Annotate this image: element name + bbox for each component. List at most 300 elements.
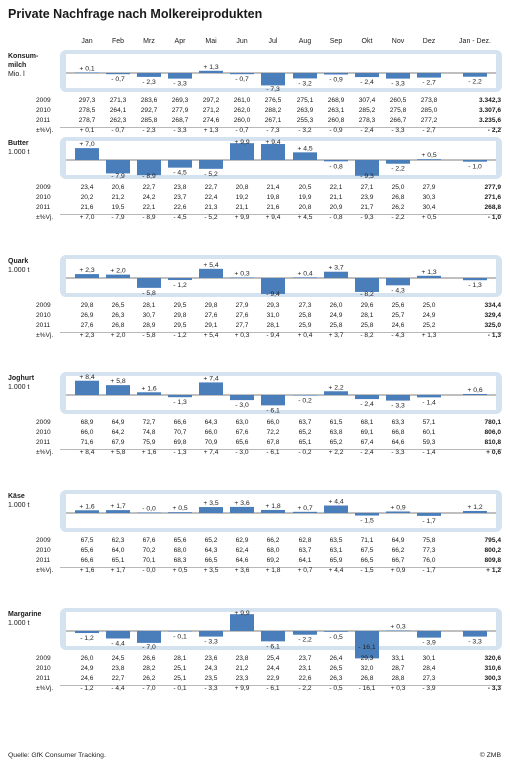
table-cell: 29,8 bbox=[204, 302, 218, 309]
table-cell: + 1,3 bbox=[203, 127, 219, 134]
table-cell: - 4,4 bbox=[111, 685, 125, 692]
table-cell: 274,6 bbox=[202, 117, 220, 124]
table-cell: + 5,4 bbox=[203, 332, 219, 339]
table-cell: 21,2 bbox=[111, 194, 125, 201]
table-cell: 23,9 bbox=[360, 194, 374, 201]
table-cell: 65,6 bbox=[80, 547, 94, 554]
table-cell: - 9,4 bbox=[266, 332, 280, 339]
table-cell: 25,9 bbox=[298, 322, 312, 329]
bar-label-Mai: + 5,4 bbox=[203, 261, 219, 269]
bar-label-Feb: - 0,7 bbox=[111, 76, 125, 84]
table-cell: 30,1 bbox=[422, 655, 436, 662]
bar-Sep bbox=[324, 272, 348, 278]
bar-Nov bbox=[386, 511, 410, 513]
table-cell: 32,0 bbox=[360, 665, 374, 672]
table-cell: 64,3 bbox=[204, 547, 218, 554]
table-cell: 70,9 bbox=[204, 439, 218, 446]
table-cell: 288,2 bbox=[264, 107, 282, 114]
bar-Dez bbox=[417, 513, 441, 516]
bar-label-Okt: - 2,4 bbox=[360, 79, 374, 87]
bar-label-Apr: - 1,2 bbox=[173, 282, 187, 290]
table-cell: 66,0 bbox=[266, 419, 280, 426]
bar-Jul bbox=[261, 73, 285, 85]
bar-Jan - Dez. bbox=[463, 278, 487, 280]
bar-label-Jan: + 1,6 bbox=[79, 503, 95, 511]
copyright-note: © ZMB bbox=[479, 752, 501, 759]
product-unit: 1.000 t bbox=[8, 149, 30, 156]
bar-label-Mrz: - 7,0 bbox=[142, 644, 156, 651]
month-header-6: Jul bbox=[268, 38, 278, 45]
bar-label-Feb: + 2,0 bbox=[110, 267, 126, 275]
bar-panel bbox=[60, 50, 502, 92]
product-name: Butter bbox=[8, 140, 29, 147]
bar-chart-svg bbox=[60, 372, 502, 414]
table-cell: + 0,7 bbox=[297, 567, 313, 574]
bar-label-Jan: + 7,0 bbox=[79, 141, 95, 149]
bar-label-Jul: + 1,8 bbox=[265, 502, 281, 510]
product-label bbox=[8, 52, 56, 79]
row-label: 2009 bbox=[36, 302, 51, 309]
table-cell: - 3,3 bbox=[204, 685, 218, 692]
bar-label-Sep: + 4,4 bbox=[328, 498, 344, 506]
bar-label-Okt: - 9,3 bbox=[360, 173, 374, 180]
table-cell: 285,2 bbox=[358, 107, 376, 114]
bar-Jan bbox=[75, 631, 99, 633]
table-cell: 28,1 bbox=[173, 655, 187, 662]
table-cell: 22,6 bbox=[173, 204, 187, 211]
table-cell: 273,8 bbox=[420, 97, 438, 104]
row-label: 2009 bbox=[36, 419, 51, 426]
table-cell: 20,2 bbox=[80, 194, 94, 201]
table-cell: 24,9 bbox=[80, 665, 94, 672]
table-cell: - 7,3 bbox=[266, 127, 280, 134]
table-cell: 25,1 bbox=[173, 665, 187, 672]
table-cell: 25,4 bbox=[266, 655, 280, 662]
table-cell: 29,3 bbox=[360, 655, 374, 662]
table-cell: 70,2 bbox=[142, 547, 156, 554]
bar-panel bbox=[60, 255, 502, 297]
table-cell: 64,9 bbox=[111, 419, 125, 426]
bar-Aug bbox=[293, 395, 317, 396]
bar-Jul bbox=[261, 144, 285, 160]
bar-label-Mrz: - 5,8 bbox=[142, 289, 156, 297]
table-cell: 260,5 bbox=[389, 97, 407, 104]
bar-label-Aug: - 0,2 bbox=[298, 397, 312, 405]
table-cell: 27,6 bbox=[235, 312, 249, 319]
bar-label-Jun: - 0,7 bbox=[235, 76, 249, 84]
bar-Aug bbox=[293, 512, 317, 513]
month-header-11: Dez bbox=[422, 38, 436, 45]
table-cell: 28,7 bbox=[391, 665, 405, 672]
table-cell: 28,2 bbox=[142, 665, 156, 672]
table-cell: 22,9 bbox=[266, 675, 280, 682]
table-cell: + 0,3 bbox=[390, 685, 406, 692]
table-cell: 262,0 bbox=[233, 107, 251, 114]
bar-label-Jan - Dez.: + 1,2 bbox=[467, 503, 483, 511]
table-cell: + 8,4 bbox=[79, 449, 95, 456]
bar-Jun bbox=[230, 507, 254, 513]
table-cell: 63,7 bbox=[298, 419, 312, 426]
table-cell: 30,3 bbox=[422, 194, 436, 201]
table-cell: + 0,3 bbox=[234, 332, 250, 339]
table-cell: 24,9 bbox=[422, 312, 436, 319]
table-cell: 3.342,3 bbox=[479, 97, 501, 104]
table-cell: 20,5 bbox=[298, 184, 312, 191]
table-cell: 66,6 bbox=[173, 419, 187, 426]
bar-Feb bbox=[106, 160, 130, 173]
table-cell: - 2,4 bbox=[360, 127, 374, 134]
bar-Jul bbox=[261, 631, 285, 641]
row-label: 2010 bbox=[36, 429, 51, 436]
table-cell: 278,5 bbox=[78, 107, 96, 114]
row-label: ±%Vj. bbox=[36, 449, 54, 456]
row-label: 2011 bbox=[36, 204, 51, 211]
table-cell: 19,5 bbox=[111, 204, 125, 211]
table-cell: - 2,3 bbox=[142, 127, 156, 134]
table-cell: 27,1 bbox=[360, 184, 374, 191]
bar-Apr bbox=[168, 73, 192, 79]
table-cell: 285,8 bbox=[140, 117, 158, 124]
table-cell: 26,3 bbox=[111, 312, 125, 319]
table-cell: 3.235,6 bbox=[479, 117, 501, 124]
bar-label-Apr: - 4,5 bbox=[173, 169, 187, 177]
bar-label-Jul: - 9,4 bbox=[266, 291, 280, 298]
product-name: Käse bbox=[8, 493, 25, 500]
bar-Jan - Dez. bbox=[463, 160, 487, 162]
row-label: 2009 bbox=[36, 655, 51, 662]
table-cell: 25,7 bbox=[391, 312, 405, 319]
table-cell: 63,3 bbox=[391, 419, 405, 426]
bar-Jan bbox=[75, 72, 99, 73]
table-cell: 25,2 bbox=[422, 322, 436, 329]
table-cell: 26,6 bbox=[142, 655, 156, 662]
row-label: 2009 bbox=[36, 537, 51, 544]
table-cell: - 1,2 bbox=[80, 685, 94, 692]
bar-label-Jul: - 7,3 bbox=[266, 86, 280, 93]
table-cell: 67,6 bbox=[142, 537, 156, 544]
month-header-1: Feb bbox=[111, 38, 125, 45]
bar-Jan - Dez. bbox=[463, 394, 487, 395]
row-label: 2011 bbox=[36, 117, 51, 124]
table-cell: 64,3 bbox=[204, 419, 218, 426]
table-cell: - 1,3 bbox=[173, 449, 187, 456]
bar-Mai bbox=[199, 71, 223, 73]
month-header-10: Nov bbox=[391, 38, 405, 45]
table-cell: 29,8 bbox=[173, 312, 187, 319]
table-cell: - 0,1 bbox=[173, 685, 187, 692]
bar-label-Feb: + 5,8 bbox=[110, 378, 126, 386]
table-cell: 26,8 bbox=[391, 194, 405, 201]
table-cell: 263,9 bbox=[296, 107, 314, 114]
table-cell: + 7,0 bbox=[79, 214, 95, 221]
month-header-7: Aug bbox=[298, 38, 312, 45]
table-cell: - 9,3 bbox=[360, 214, 374, 221]
bar-label-Nov: - 3,3 bbox=[391, 80, 405, 88]
table-cell: 297,3 bbox=[78, 97, 96, 104]
table-cell: 75,8 bbox=[422, 537, 436, 544]
table-cell: + 9,9 bbox=[234, 214, 250, 221]
table-cell: 28,4 bbox=[422, 665, 436, 672]
table-cell: 65,6 bbox=[235, 439, 249, 446]
bar-label-Jun: - 3,0 bbox=[235, 402, 249, 410]
table-cell: - 2,2 bbox=[487, 127, 501, 134]
table-cell: 20,8 bbox=[298, 204, 312, 211]
table-cell: 66,5 bbox=[204, 557, 218, 564]
product-name: Konsum-milch bbox=[8, 53, 39, 69]
bar-label-Mrz: - 2,3 bbox=[142, 78, 156, 86]
table-cell: 28,9 bbox=[142, 322, 156, 329]
table-cell: 63,5 bbox=[329, 537, 343, 544]
bar-label-Jun: + 3,6 bbox=[234, 499, 250, 507]
table-cell: 23,5 bbox=[204, 675, 218, 682]
table-cell: 268,9 bbox=[327, 97, 345, 104]
table-cell: 26,8 bbox=[360, 675, 374, 682]
bar-Feb bbox=[106, 385, 130, 395]
table-cell: 69,1 bbox=[360, 429, 374, 436]
table-cell: 57,1 bbox=[422, 419, 436, 426]
bar-label-Apr: - 0,1 bbox=[173, 633, 187, 641]
table-cell: 19,2 bbox=[235, 194, 249, 201]
table-cell: - 3,3 bbox=[173, 127, 187, 134]
table-cell: 25,0 bbox=[422, 302, 436, 309]
table-cell: 3.307,6 bbox=[479, 107, 501, 114]
row-label: ±%Vj. bbox=[36, 685, 54, 692]
table-cell: 271,3 bbox=[109, 97, 127, 104]
table-cell: 268,7 bbox=[171, 117, 189, 124]
table-cell: 20,9 bbox=[329, 204, 343, 211]
product-name: Quark bbox=[8, 258, 29, 265]
row-label: 2011 bbox=[36, 439, 51, 446]
table-cell: 810,8 bbox=[484, 439, 501, 446]
table-cell: - 4,3 bbox=[391, 332, 405, 339]
table-cell: - 7,9 bbox=[111, 214, 125, 221]
table-cell: 329,4 bbox=[484, 312, 501, 319]
bar-Nov bbox=[386, 73, 410, 79]
bar-Nov bbox=[386, 395, 410, 401]
table-cell: 278,3 bbox=[358, 117, 376, 124]
bar-Okt bbox=[355, 513, 379, 516]
bar-Jul bbox=[261, 395, 285, 405]
table-cell: 26,3 bbox=[329, 675, 343, 682]
bar-Feb bbox=[106, 73, 130, 74]
bar-Apr bbox=[168, 395, 192, 397]
table-cell: 25,6 bbox=[391, 302, 405, 309]
table-cell: + 5,8 bbox=[110, 449, 126, 456]
table-cell: 285,0 bbox=[420, 107, 438, 114]
bar-label-Nov: + 0,9 bbox=[390, 504, 406, 512]
bar-Jan - Dez. bbox=[463, 511, 487, 513]
table-cell: - 5,2 bbox=[204, 214, 218, 221]
bar-label-Mai: + 1,3 bbox=[203, 63, 219, 71]
table-cell: 30,4 bbox=[422, 204, 436, 211]
table-cell: - 6,1 bbox=[266, 685, 280, 692]
table-cell: 26,2 bbox=[142, 675, 156, 682]
bar-label-Sep: + 2,2 bbox=[328, 384, 344, 392]
bar-Aug bbox=[293, 277, 317, 278]
table-cell: 23,3 bbox=[235, 675, 249, 682]
table-cell: 23,6 bbox=[204, 655, 218, 662]
table-cell: 69,8 bbox=[173, 439, 187, 446]
table-cell: 21,3 bbox=[204, 204, 218, 211]
table-cell: - 0,0 bbox=[142, 567, 156, 574]
row-label: 2010 bbox=[36, 665, 51, 672]
table-cell: - 1,0 bbox=[487, 214, 501, 221]
table-cell: 263,1 bbox=[327, 107, 345, 114]
table-cell: 65,2 bbox=[298, 429, 312, 436]
row-label: 2010 bbox=[36, 107, 51, 114]
bar-label-Apr: - 1,3 bbox=[173, 399, 187, 407]
bar-Okt bbox=[355, 278, 379, 292]
table-cell: - 0,8 bbox=[329, 214, 343, 221]
bar-Mai bbox=[199, 507, 223, 513]
table-cell: 68,3 bbox=[173, 557, 187, 564]
table-cell: 29,8 bbox=[80, 302, 94, 309]
table-cell: - 16,1 bbox=[358, 685, 376, 692]
table-cell: 72,7 bbox=[142, 419, 156, 426]
product-label bbox=[8, 257, 56, 275]
table-cell: + 1,2 bbox=[486, 567, 501, 574]
bar-label-Dez: - 3,9 bbox=[422, 639, 436, 647]
table-cell: 66,2 bbox=[266, 537, 280, 544]
table-cell: 267,1 bbox=[264, 117, 282, 124]
table-cell: 26,0 bbox=[329, 302, 343, 309]
table-cell: 63,0 bbox=[235, 419, 249, 426]
table-cell: 26,5 bbox=[111, 302, 125, 309]
table-cell: + 1,8 bbox=[265, 567, 281, 574]
bar-Aug bbox=[293, 631, 317, 635]
table-cell: 69,2 bbox=[266, 557, 280, 564]
table-cell: 29,5 bbox=[173, 322, 187, 329]
table-cell: 65,1 bbox=[298, 439, 312, 446]
table-cell: - 8,9 bbox=[142, 214, 156, 221]
table-cell: 66,5 bbox=[360, 557, 374, 564]
table-cell: 795,4 bbox=[484, 537, 501, 544]
table-cell: 67,8 bbox=[266, 439, 280, 446]
table-cell: 67,4 bbox=[360, 439, 374, 446]
table-cell: - 0,5 bbox=[329, 685, 343, 692]
bar-label-Sep: + 3,7 bbox=[328, 264, 344, 272]
bar-label-Mrz: - 8,9 bbox=[142, 173, 156, 180]
table-cell: 63,8 bbox=[329, 429, 343, 436]
bar-Aug bbox=[293, 152, 317, 160]
table-cell: + 9,9 bbox=[234, 685, 250, 692]
product-unit: 1.000 t bbox=[8, 267, 30, 274]
bar-label-Jul: - 6,1 bbox=[266, 407, 280, 415]
table-cell: 269,3 bbox=[171, 97, 189, 104]
table-cell: 22,1 bbox=[142, 204, 156, 211]
table-cell: 22,6 bbox=[298, 675, 312, 682]
table-cell: 271,6 bbox=[484, 194, 501, 201]
row-label: 2010 bbox=[36, 312, 51, 319]
bar-Mrz bbox=[137, 73, 161, 77]
table-cell: 21,2 bbox=[235, 665, 249, 672]
bar-panel bbox=[60, 490, 502, 532]
table-cell: 66,8 bbox=[391, 429, 405, 436]
bar-label-Okt: - 1,5 bbox=[360, 517, 374, 525]
table-cell: + 0,1 bbox=[79, 127, 95, 134]
bar-Dez bbox=[417, 73, 441, 78]
bar-label-Aug: + 0,7 bbox=[297, 504, 313, 512]
table-cell: 70,7 bbox=[173, 429, 187, 436]
bar-label-Aug: + 0,4 bbox=[297, 270, 313, 278]
table-cell: 29,3 bbox=[266, 302, 280, 309]
table-cell: 266,7 bbox=[389, 117, 407, 124]
table-cell: 27,9 bbox=[422, 184, 436, 191]
product-name: Joghurt bbox=[8, 375, 35, 382]
table-cell: 27,6 bbox=[204, 312, 218, 319]
table-cell: + 3,5 bbox=[203, 567, 219, 574]
table-cell: + 0,4 bbox=[297, 332, 313, 339]
table-cell: 64,6 bbox=[235, 557, 249, 564]
bar-chart-svg bbox=[60, 490, 502, 532]
bar-Sep bbox=[324, 73, 348, 75]
bar-label-Dez: + 1,3 bbox=[421, 268, 437, 276]
bar-label-Jan - Dez.: - 2,2 bbox=[468, 78, 482, 86]
bar-Dez bbox=[417, 276, 441, 278]
table-cell: + 9,4 bbox=[265, 214, 281, 221]
table-cell: 25,8 bbox=[298, 312, 312, 319]
bar-Apr bbox=[168, 160, 192, 168]
source-note: Quelle: GfK Consumer Tracking. bbox=[8, 752, 106, 759]
bar-chart-svg bbox=[60, 137, 502, 179]
table-cell: 62,8 bbox=[298, 537, 312, 544]
table-cell: 71,6 bbox=[80, 439, 94, 446]
table-cell: 260,0 bbox=[233, 117, 251, 124]
bar-label-Mrz: - 0,0 bbox=[142, 505, 156, 513]
table-cell: 67,9 bbox=[111, 439, 125, 446]
table-cell: 23,8 bbox=[235, 655, 249, 662]
table-cell: 23,8 bbox=[173, 184, 187, 191]
table-cell: 59,3 bbox=[422, 439, 436, 446]
table-cell: 21,6 bbox=[266, 204, 280, 211]
bar-chart-svg bbox=[60, 255, 502, 297]
bar-Apr bbox=[168, 631, 192, 632]
table-cell: 23,8 bbox=[111, 665, 125, 672]
table-cell: 64,9 bbox=[391, 537, 405, 544]
table-cell: 24,6 bbox=[80, 675, 94, 682]
table-cell: 26,0 bbox=[80, 655, 94, 662]
table-cell: 277,2 bbox=[420, 117, 438, 124]
bar-label-Sep: - 0,8 bbox=[329, 163, 343, 171]
product-unit: 1.000 t bbox=[8, 502, 30, 509]
table-cell: - 5,8 bbox=[142, 332, 156, 339]
bar-label-Mrz: + 1,6 bbox=[141, 385, 157, 393]
table-cell: 24,9 bbox=[329, 312, 343, 319]
table-cell: 25,8 bbox=[360, 322, 374, 329]
table-cell: 25,8 bbox=[329, 322, 343, 329]
bar-label-Mai: + 7,4 bbox=[203, 375, 219, 383]
table-cell: 21,4 bbox=[266, 184, 280, 191]
bar-Sep bbox=[324, 391, 348, 395]
table-cell: - 8,2 bbox=[360, 332, 374, 339]
bar-Jan - Dez. bbox=[463, 73, 487, 77]
table-cell: 26,9 bbox=[80, 312, 94, 319]
bar-label-Sep: - 0,5 bbox=[329, 633, 343, 641]
bar-label-Jun: + 9,9 bbox=[234, 610, 250, 617]
bar-Okt bbox=[355, 73, 379, 77]
table-cell: 66,0 bbox=[204, 429, 218, 436]
table-cell: 334,4 bbox=[484, 302, 501, 309]
table-cell: + 4,4 bbox=[328, 567, 344, 574]
bar-Mrz bbox=[137, 512, 161, 513]
bar-Mai bbox=[199, 382, 223, 395]
table-cell: 283,6 bbox=[140, 97, 158, 104]
bar-Mrz bbox=[137, 392, 161, 395]
table-cell: 297,2 bbox=[202, 97, 220, 104]
table-cell: 28,1 bbox=[142, 302, 156, 309]
table-cell: 67,5 bbox=[360, 547, 374, 554]
table-cell: 61,5 bbox=[329, 419, 343, 426]
